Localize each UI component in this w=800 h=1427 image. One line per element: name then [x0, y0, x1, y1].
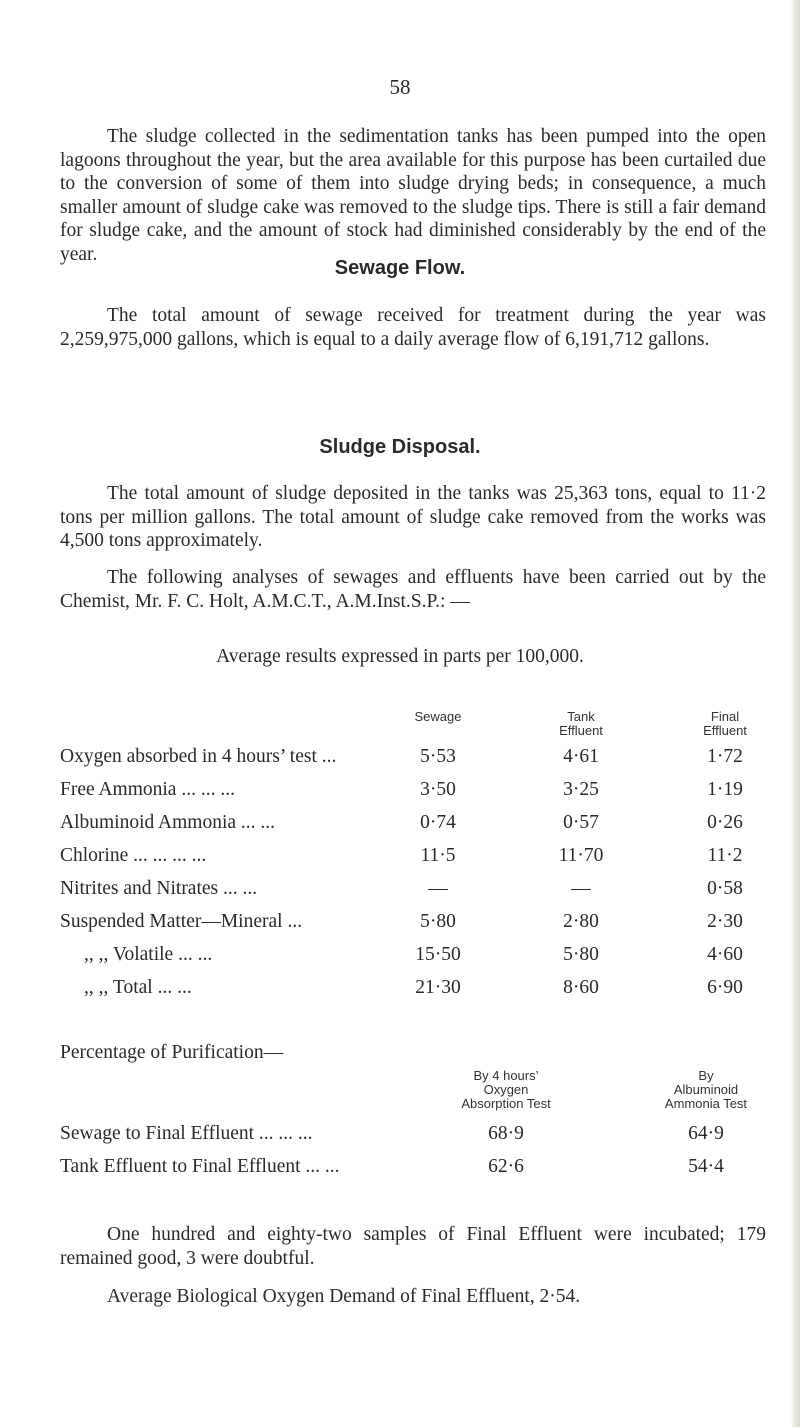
sewage-value: 11·5: [420, 845, 456, 866]
row-label: Tank Effluent to Final Effluent ... ...: [60, 1156, 340, 1177]
tank-effluent-value: 5·80: [563, 944, 599, 965]
col-head-oxygen-absorption: By 4 hours’ Oxygen Absorption Test: [461, 1068, 551, 1111]
table-row: [0, 911, 800, 935]
sewage-value: 21·30: [415, 977, 461, 998]
table-row: [0, 1123, 800, 1147]
tank-effluent-value: 3·25: [563, 779, 599, 800]
tank-effluent-value: —: [571, 878, 591, 899]
row-label: ,, ,, Volatile ... ...: [84, 944, 213, 965]
tank-effluent-value: 11·70: [558, 845, 604, 866]
results-caption: Average results expressed in parts per 100,000.: [216, 646, 584, 667]
tank-effluent-value: 2·80: [563, 911, 599, 932]
sewage-value: 5·80: [420, 911, 456, 932]
row-label: Suspended Matter—Mineral ...: [60, 911, 303, 932]
final-effluent-value: 11·2: [707, 845, 743, 866]
table-row: [0, 944, 800, 968]
sewage-value: 5·53: [420, 746, 456, 767]
table-row: [0, 779, 800, 803]
sewage-flow-heading: Sewage Flow.: [334, 257, 466, 279]
row-label: Chlorine ... ... ... ...: [60, 845, 207, 866]
col-head-sewage: Sewage: [414, 709, 462, 724]
sewage-value: 3·50: [420, 779, 456, 800]
sewage-value: 0·74: [420, 812, 456, 833]
oxygen-absorption-value: 62·6: [488, 1156, 524, 1177]
final-effluent-value: 6·90: [707, 977, 743, 998]
final-effluent-value: 2·30: [707, 911, 743, 932]
row-label: ,, ,, Total ... ...: [84, 977, 192, 998]
table-row: [0, 746, 800, 770]
bod-paragraph: Average Biological Oxygen Demand of Final Effluent, 2·54.: [107, 1286, 581, 1307]
table-row: [0, 977, 800, 1001]
sludge-disposal-paragraph: The total amount of sludge deposited in the tanks was 25,363 tons, equal to 11·2 tons per million gallons. The total amount of sludge cake removed from the works was 4,500 tons approximately.: [60, 483, 766, 551]
final-effluent-value: 1·19: [707, 779, 743, 800]
analyses-paragraph: The following analyses of sewages and effluents have been carried out by the Chemist, Mr. F. C. Holt, A.M.C.T., A.M.Inst.S.P.: —: [60, 567, 766, 612]
purification-caption-row: [0, 1042, 800, 1066]
table-row: [0, 845, 800, 869]
sludge-disposal-heading: Sludge Disposal.: [319, 436, 481, 458]
table-row: [0, 1156, 800, 1180]
table-row: [0, 878, 800, 902]
samples-paragraph: One hundred and eighty-two samples of Final Effluent were incubated; 179 remained good, 3 were doubtful.: [60, 1224, 766, 1269]
final-effluent-value: 0·26: [707, 812, 743, 833]
final-effluent-value: 4·60: [707, 944, 743, 965]
row-label: Albuminoid Ammonia ... ...: [60, 812, 276, 833]
col-head-final-effluent: Final Effluent: [703, 709, 747, 738]
row-label: Sewage to Final Effluent ... ... ...: [60, 1123, 313, 1144]
row-label: Free Ammonia ... ... ...: [60, 779, 235, 800]
intro-paragraph: The sludge collected in the sedimentation tanks has been pumped into the open lagoons throughout the year, but the area available for this purpose has been curtailed due to the conversion of some of them into sludge drying beds; in consequence, a much smaller amount of sludge cake was removed to the sludge tips. There is still a fair demand for sludge cake, and the amount of stock had diminished considerably by the end of the year.: [60, 126, 766, 265]
albuminoid-ammonia-value: 64·9: [688, 1123, 724, 1144]
tank-effluent-value: 8·60: [563, 977, 599, 998]
oxygen-absorption-value: 68·9: [488, 1123, 524, 1144]
purification-caption: Percentage of Purification—: [60, 1042, 284, 1063]
albuminoid-ammonia-value: 54·4: [688, 1156, 724, 1177]
col-head-tank-effluent: Tank Effluent: [559, 709, 603, 738]
sewage-value: 15·50: [415, 944, 461, 965]
row-label: Oxygen absorbed in 4 hours’ test ...: [60, 746, 337, 767]
final-effluent-value: 0·58: [707, 878, 743, 899]
tank-effluent-value: 0·57: [563, 812, 599, 833]
page-number: 58: [389, 75, 411, 99]
table-row: [0, 812, 800, 836]
tank-effluent-value: 4·61: [563, 746, 599, 767]
sewage-value: —: [428, 878, 448, 899]
col-head-albuminoid-ammonia: By Albuminoid Ammonia Test: [664, 1068, 748, 1111]
final-effluent-value: 1·72: [707, 746, 743, 767]
sewage-flow-paragraph: The total amount of sewage received for treatment during the year was 2,259,975,000 gallons, which is equal to a daily average flow of 6,191,712 gallons.: [60, 305, 766, 350]
row-label: Nitrites and Nitrates ... ...: [60, 878, 258, 899]
